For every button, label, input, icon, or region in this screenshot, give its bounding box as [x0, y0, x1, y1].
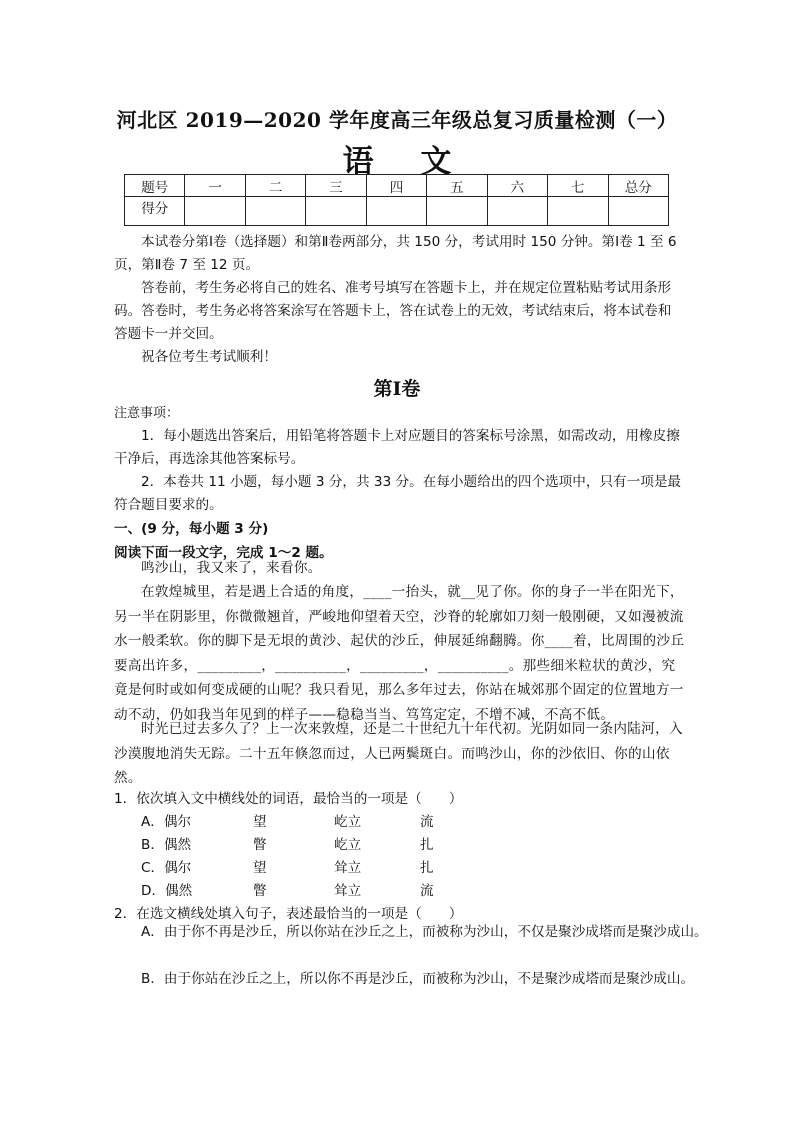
- score-blank-cell: [487, 197, 547, 226]
- question-1-option-b: [141, 833, 461, 853]
- score-table-cell: 一: [185, 175, 245, 197]
- notice-item-1: 1．每小题选出答案后，用铅笔将答题卡上对应题目的答案标号涂黑，如需改动，用橡皮擦干净后，再选涂其他答案标号。: [114, 428, 680, 467]
- question-1-stem: 1．依次填入文中横线处的词语，最恰当的一项是（ ）: [114, 791, 463, 807]
- option-cell: 屹立: [334, 837, 362, 853]
- score-blank-cell: [427, 197, 487, 226]
- notice-label: 注意事项：: [114, 406, 180, 421]
- passage-paragraph-1: 鸣沙山，我又来了，来看你。: [141, 560, 322, 576]
- option-cell: 瞥: [253, 883, 267, 899]
- score-table: [124, 174, 669, 226]
- score-table-cell: 二: [245, 175, 305, 197]
- option-cell: 扎: [420, 860, 434, 876]
- score-table-cell: 三: [306, 175, 366, 197]
- question-1-option-a: [141, 810, 461, 830]
- option-cell: 流: [420, 814, 434, 830]
- intro-paragraph-1: 本试卷分第Ⅰ卷（选择题）和第Ⅱ卷两部分，共 150 分，考试用时 150 分钟。第Ⅰ卷 1 至 6 页，第Ⅱ卷 7 至 12 页。: [114, 234, 677, 273]
- score-table-cell: 六: [487, 175, 547, 197]
- subject-title: 语 文: [342, 144, 470, 180]
- option-cell: 瞥: [253, 837, 267, 853]
- question-1-option-d: [141, 879, 461, 899]
- question-2-option-a: A．由于你不再是沙丘，所以你站在沙丘之上，而被称为沙山，不仅是聚沙成塔而是聚沙成山。: [141, 924, 708, 940]
- option-cell: 望: [253, 860, 267, 876]
- score-table-header-row: [125, 175, 669, 197]
- question-2-stem: 2．在选文横线处填入句子，表述最恰当的一项是（ ）: [114, 906, 463, 922]
- option-cell: 扎: [420, 837, 434, 853]
- reading-instruction: 阅读下面一段文字，完成 1～2 题。: [114, 545, 333, 561]
- intro-paragraph-3: 祝各位考生考试顺利！: [141, 349, 277, 365]
- score-table-cell: 总分: [608, 175, 669, 197]
- notice-item-2: 2．本卷共 11 小题，每小题 3 分，共 33 分。在每小题给出的四个选项中，只有一项是最符合题目要求的。: [114, 474, 682, 513]
- option-cell: B．偶然: [141, 837, 192, 853]
- option-cell: 耸立: [334, 860, 362, 876]
- score-blank-cell: [608, 197, 669, 226]
- option-cell: A．偶尔: [141, 814, 192, 830]
- option-cell: 望: [253, 814, 267, 830]
- score-blank-cell: [548, 197, 608, 226]
- question-2-option-b: B．由于你站在沙丘之上，所以你不再是沙丘，而被称为沙山，不是聚沙成塔而是聚沙成山。: [141, 971, 695, 987]
- score-table-row-label: 得分: [125, 197, 185, 226]
- passage-paragraph-3: 时光已过去多久了？上一次来敦煌，还是二十世纪九十年代初。光阴如同一条内陆河，入沙漠腹地消失无踪。二十五年倏忽而过，人已两鬓斑白。而鸣沙山，你的沙依旧、你的山依然。: [114, 721, 683, 786]
- score-table-score-row: [125, 197, 669, 226]
- option-cell: 耸立: [334, 883, 362, 899]
- option-cell: C．偶尔: [141, 860, 192, 876]
- option-cell: 流: [420, 883, 434, 899]
- score-table-cell: 题号: [125, 175, 185, 197]
- score-blank-cell: [185, 197, 245, 226]
- question-1-option-c: [141, 856, 461, 876]
- passage-paragraph-2: 在敦煌城里，若是遇上合适的角度，____一抬头，就__见了你。你的身子一半在阳光下，另一半在阴影里，你微微翘首，严峻地仰望着天空，沙脊的轮廓如刀刻一般刚硬，又如漫被流水一般柔软。你的脚下是无垠的黄沙、起伏的沙丘，伸展延绵翻腾。你____着，比周围的沙丘要高出许多，_________，__________，_________，__________。那些细米粒状的黄沙，究竟是何时或如何变成硬的山呢？我只看见，那么多年过去，你站在城郊那个固定的位置地方一动不动，仍如我当年见到的样子——稳稳当当、笃笃定定，不增不减，不高不低。: [114, 584, 685, 723]
- exam-title: 河北区 2019—2020 学年度高三年级总复习质量检测（一）: [116, 108, 678, 132]
- score-blank-cell: [366, 197, 426, 226]
- section-heading: 第Ⅰ卷: [373, 378, 421, 400]
- option-cell: 屹立: [334, 814, 362, 830]
- part-heading: 一、(9 分，每小题 3 分): [114, 521, 269, 537]
- score-blank-cell: [306, 197, 366, 226]
- score-blank-cell: [245, 197, 305, 226]
- option-cell: D．偶然: [141, 883, 193, 899]
- intro-paragraph-2: 答卷前，考生务必将自己的姓名、准考号填写在答题卡上，并在规定位置粘贴考试用条形码。答卷时，考生务必将答案涂写在答题卡上，答在试卷上的无效，考试结束后，将本试卷和答题卡一并交回。: [114, 280, 672, 342]
- score-table-cell: 七: [548, 175, 608, 197]
- score-table-cell: 五: [427, 175, 487, 197]
- score-table-cell: 四: [366, 175, 426, 197]
